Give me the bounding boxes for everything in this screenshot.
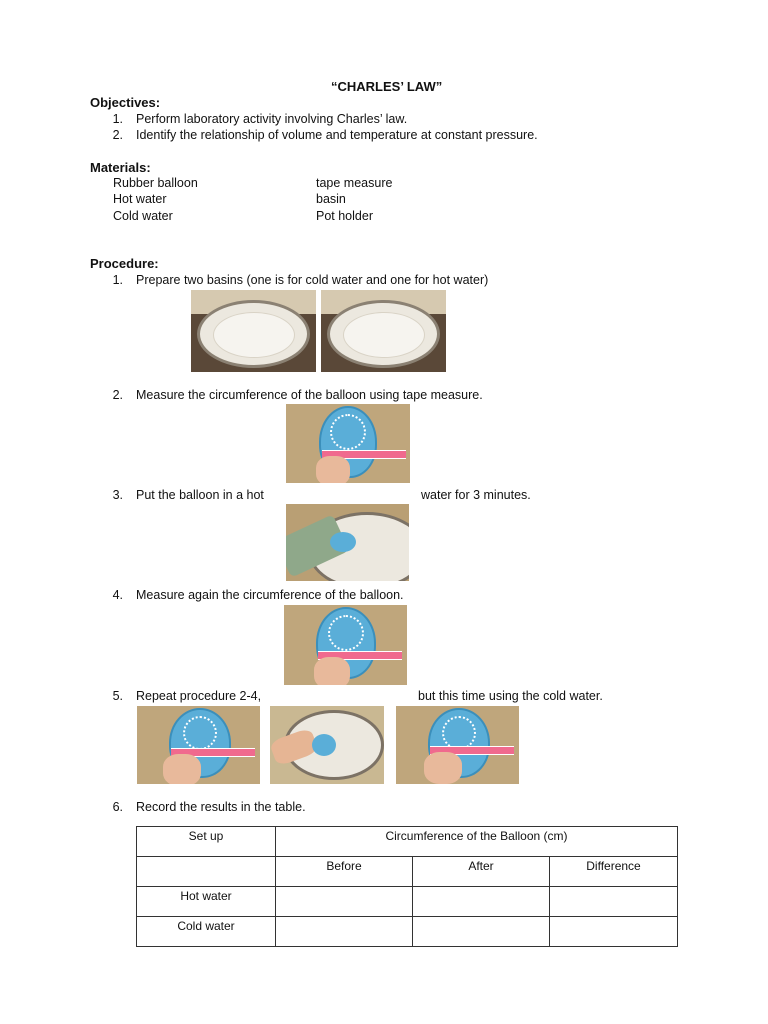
results-table	[136, 826, 678, 947]
step-text: Put the balloon in a hot	[136, 488, 264, 502]
objective-number: 1.	[112, 112, 123, 126]
table-cell[interactable]	[550, 917, 678, 947]
balloon-cold-remeasure-photo	[396, 706, 519, 784]
step-number: 6.	[112, 800, 123, 814]
table-cell[interactable]	[413, 917, 550, 947]
step-number: 2.	[112, 388, 123, 402]
table-cell[interactable]	[413, 887, 550, 917]
balloon-measure-photo	[286, 404, 410, 483]
procedure-heading: Procedure:	[90, 256, 159, 271]
table-header-setup: Set up	[137, 827, 276, 857]
table-header-circumference: Circumference of the Balloon (cm)	[276, 827, 678, 857]
balloon-cold-measure-photo	[137, 706, 260, 784]
table-row-label: Hot water	[137, 887, 276, 917]
step-text: water for 3 minutes.	[421, 488, 531, 502]
step-number: 1.	[112, 273, 123, 287]
table-cell[interactable]	[276, 917, 413, 947]
table-subheader: Before	[276, 857, 413, 887]
table-cell[interactable]	[550, 887, 678, 917]
table-cell	[137, 857, 276, 887]
material-item: Rubber balloon	[113, 176, 198, 190]
material-item: basin	[316, 192, 346, 206]
table-subheader: After	[413, 857, 550, 887]
table-row	[137, 857, 678, 887]
step-text: Prepare two basins (one is for cold water and one for hot water)	[136, 273, 489, 287]
material-item: Pot holder	[316, 209, 373, 223]
table-row	[137, 917, 678, 947]
table-row	[137, 827, 678, 857]
objective-item: Perform laboratory activity involving Charles’ law.	[136, 112, 408, 126]
step-text: Measure again the circumference of the balloon.	[136, 588, 404, 602]
step-text: but this time using the cold water.	[418, 689, 603, 703]
objectives-heading: Objectives:	[90, 95, 161, 110]
step-number: 4.	[112, 588, 123, 602]
step-text: Repeat procedure 2-4,	[136, 689, 262, 703]
basin-photo	[321, 290, 446, 372]
step-number: 3.	[112, 488, 123, 502]
basin-photo	[191, 290, 316, 372]
objective-number: 2.	[112, 128, 123, 142]
objective-item: Identify the relationship of volume and temperature at constant pressure.	[136, 128, 538, 142]
table-row	[137, 887, 678, 917]
balloon-hot-water-photo	[286, 504, 409, 581]
balloon-remeasure-photo	[284, 605, 407, 685]
table-subheader: Difference	[550, 857, 678, 887]
step-text: Measure the circumference of the balloon using tape measure.	[136, 388, 483, 402]
material-item: tape measure	[316, 176, 393, 190]
table-cell[interactable]	[276, 887, 413, 917]
page-title: “CHARLES’ LAW”	[331, 79, 443, 94]
balloon-cold-water-photo	[270, 706, 384, 784]
material-item: Cold water	[113, 209, 173, 223]
material-item: Hot water	[113, 192, 167, 206]
step-number: 5.	[112, 689, 123, 703]
table-row-label: Cold water	[137, 917, 276, 947]
materials-heading: Materials:	[90, 160, 151, 175]
step-text: Record the results in the table.	[136, 800, 306, 814]
